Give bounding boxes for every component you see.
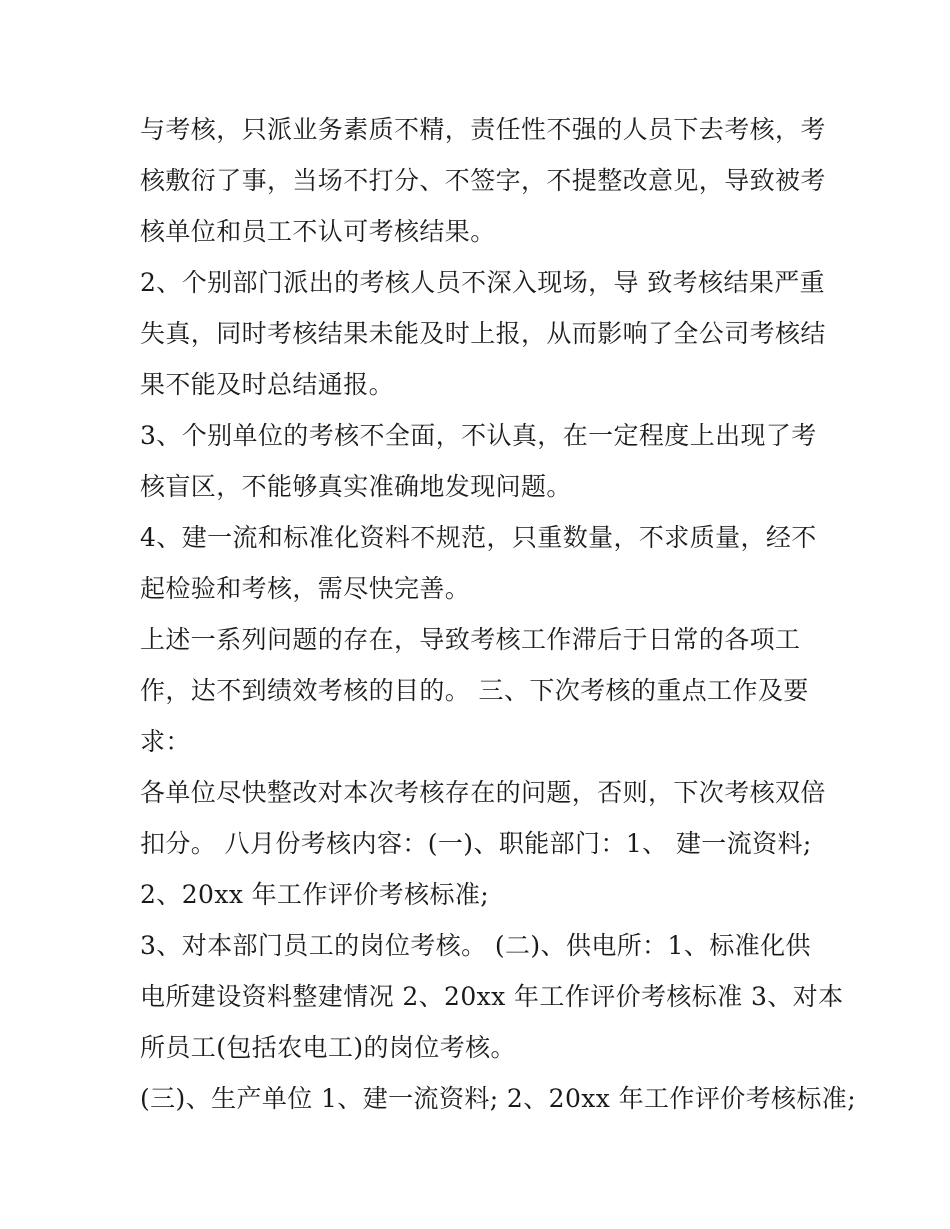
text-line: 2、20xx 年工作评价考核标准; (140, 880, 490, 909)
text-line: 果不能及时总结通报。 (140, 370, 395, 399)
text-line: 所员工(包括农电工)的岗位考核。 (140, 1033, 516, 1062)
text-line: 与考核，只派业务素质不精，责任性不强的人员下去考核，考 (140, 115, 826, 144)
text-line: 求： (140, 727, 191, 756)
text-line: 核单位和员工不认可考核结果。 (140, 217, 496, 246)
text-line: 失真，同时考核结果未能及时上报，从而影响了全公司考核结 (140, 319, 826, 348)
text-line: 3、个别单位的考核不全面，不认真，在一定程度上出现了考 (140, 421, 817, 450)
text-line: 作，达不到绩效考核的目的。 三、下次考核的重点工作及要 (140, 676, 809, 705)
text-line: 扣分。 八月份考核内容：(一)、职能部门：1、 建一流资料; (140, 829, 812, 858)
text-line: 上述一系列问题的存在，导致考核工作滞后于日常的各项工 (140, 625, 801, 654)
text-line: 起检验和考核，需尽快完善。 (140, 574, 471, 603)
text-line: 3、对本部门员工的岗位考核。 (二)、供电所：1、标准化供 (140, 931, 811, 960)
text-line: 各单位尽快整改对本次考核存在的问题，否则，下次考核双倍 (140, 778, 826, 807)
text-line: 4、建一流和标准化资料不规范，只重数量，不求质量，经不 (140, 523, 817, 552)
text-line: 2、个别部门派出的考核人员不深入现场，导 致考核结果严重 (140, 268, 826, 297)
document-body (140, 104, 857, 1124)
text-line: 电所建设资料整建情况 2、20xx 年工作评价考核标准 3、对本 (140, 982, 844, 1011)
text-line: (三)、生产单位 1、建一流资料; 2、20xx 年工作评价考核标准; (140, 1084, 857, 1113)
text-line: 核盲区，不能够真实准确地发现问题。 (140, 472, 572, 501)
text-line: 核敷衍了事，当场不打分、不签字，不提整改意见，导致被考 (140, 166, 826, 195)
